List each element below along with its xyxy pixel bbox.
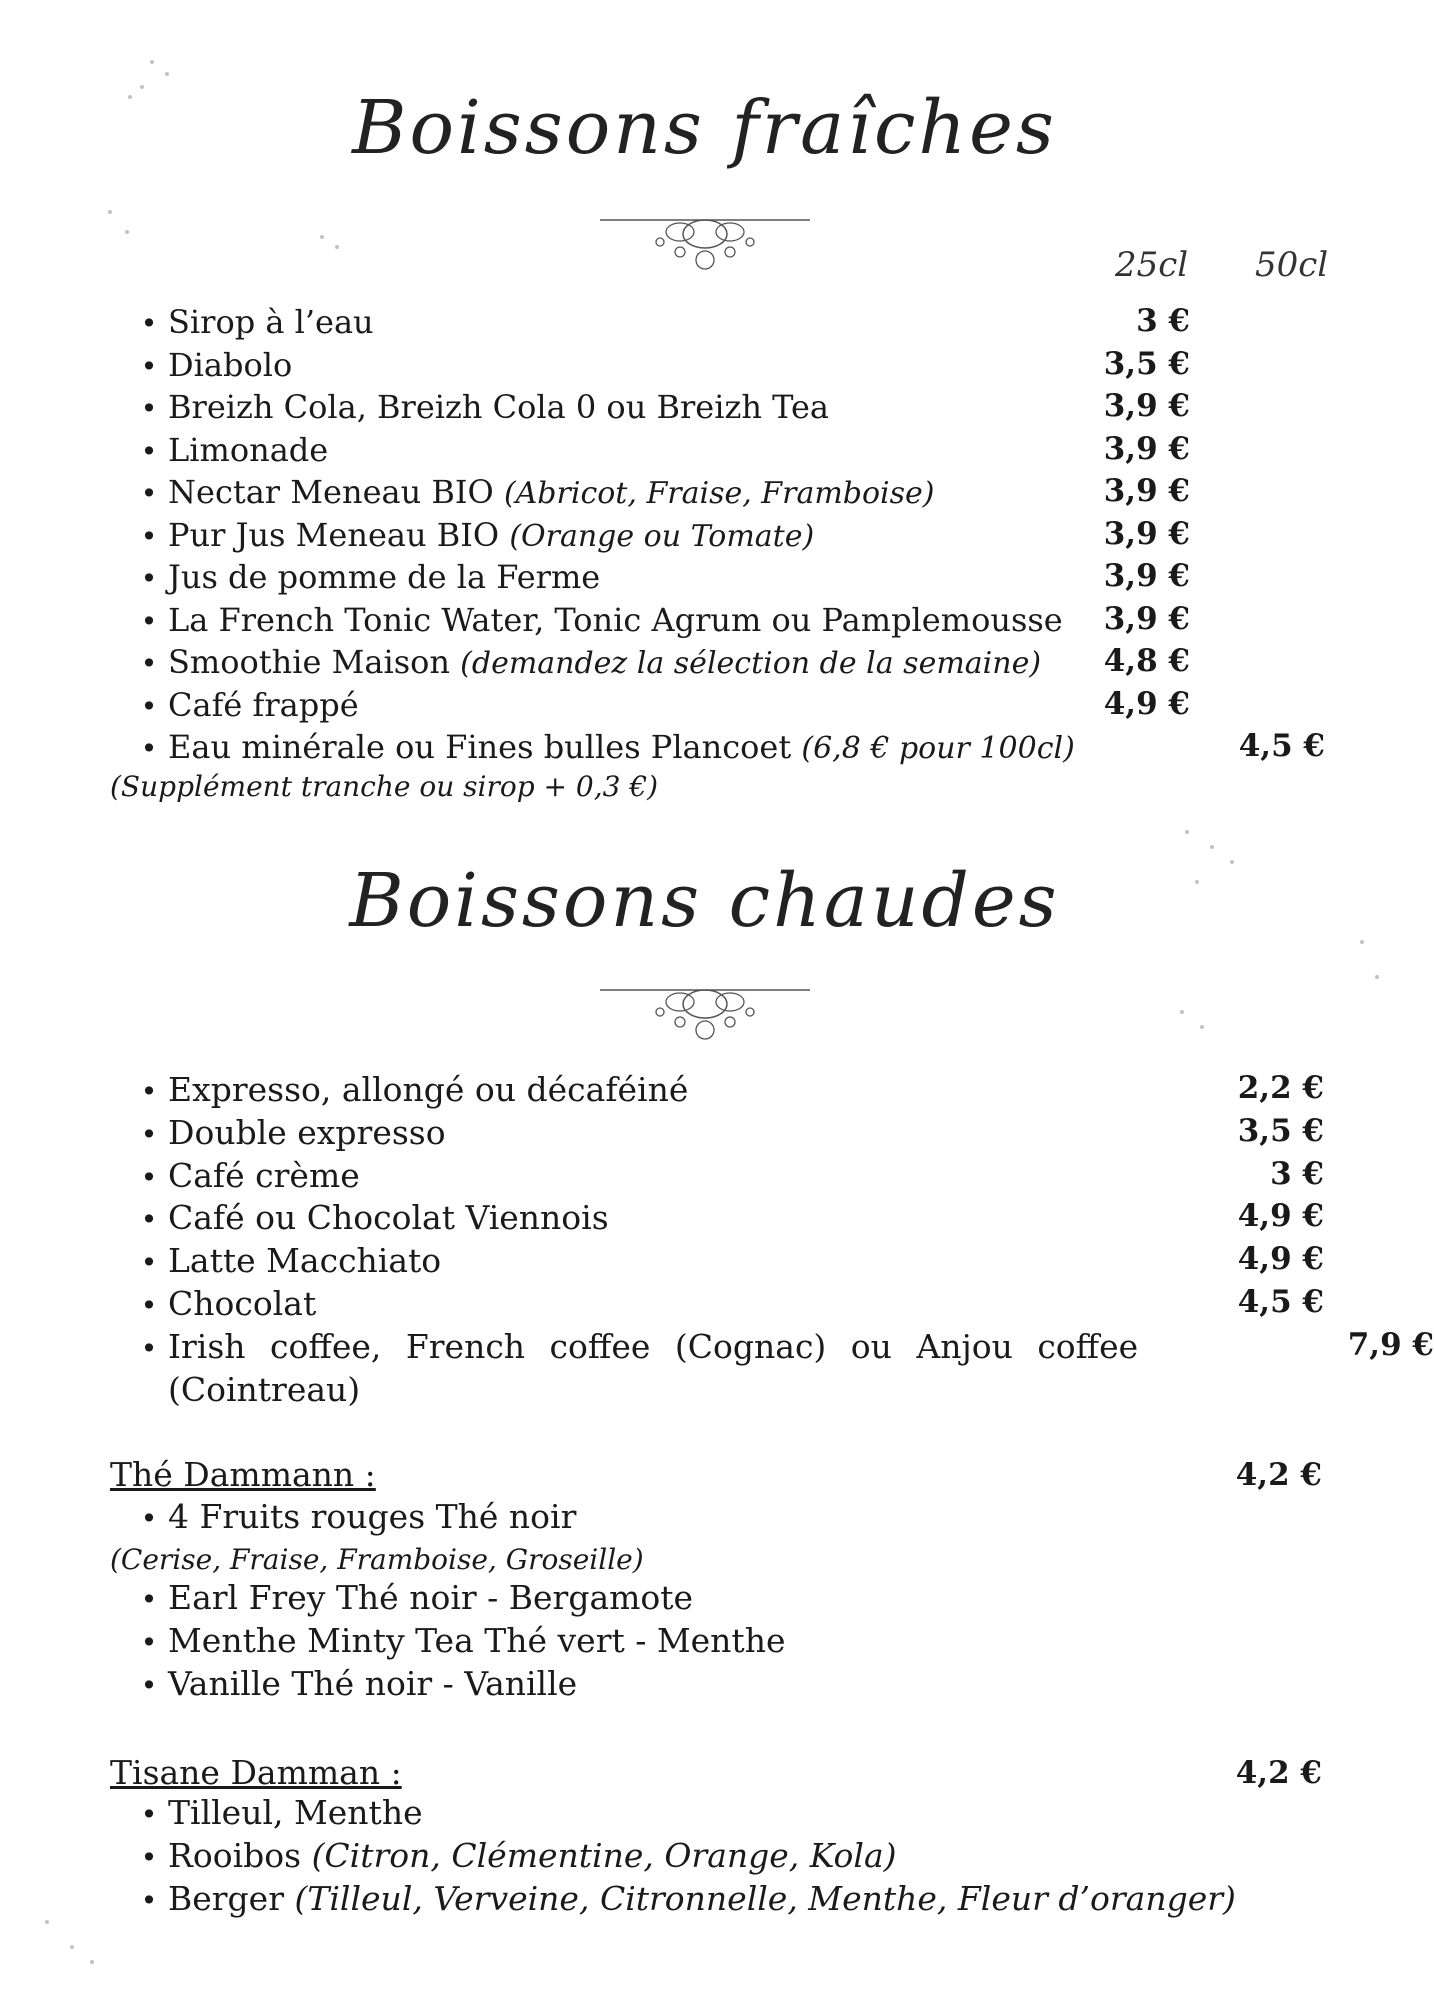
item-name: Café ou Chocolat Viennois — [168, 1198, 609, 1238]
item-name: Expresso, allongé ou décaféiné — [168, 1070, 689, 1109]
item-name: Nectar Meneau BIO (Abricot, Fraise, Framboise) — [168, 473, 935, 511]
list-item — [110, 473, 1325, 516]
item-name: Rooibos (Citron, Clémentine, Orange, Kola) — [168, 1835, 897, 1875]
item-name: Menthe Minty Tea Thé vert - Menthe — [168, 1620, 786, 1660]
list-item — [110, 1836, 1236, 1879]
item-name: Tilleul, Menthe — [168, 1793, 423, 1832]
bullet: • — [140, 1883, 158, 1917]
tea-heading: Thé Dammann : — [110, 1455, 376, 1494]
list-item — [110, 1621, 785, 1664]
cold-section-title: Boissons fraîches — [352, 85, 1057, 171]
list-item — [110, 1113, 1325, 1156]
bullet: • — [140, 1288, 158, 1322]
list-item — [110, 1070, 1325, 1113]
bullet: • — [140, 1117, 158, 1151]
hot-section-title: Boissons chaudes — [349, 858, 1060, 944]
item-price: 2,2 € — [1237, 1070, 1324, 1106]
item-name: Café frappé — [168, 685, 359, 724]
bullet: • — [140, 1332, 158, 1365]
col-25cl-header: 25cl — [1115, 245, 1189, 285]
price-25cl: 4,8 € — [1103, 643, 1190, 679]
item-detail: (Orange ou Tomate) — [509, 518, 815, 554]
item-price: 4,9 € — [1237, 1198, 1324, 1235]
item-name: Smoothie Maison (demandez la sélection de la semaine) — [168, 643, 1042, 681]
bullet: • — [140, 1246, 158, 1280]
price-25cl: 3,5 € — [1103, 345, 1190, 382]
item-name: Berger (Tilleul, Verveine, Citronnelle, Menthe, Fleur d’oranger) — [168, 1878, 1236, 1918]
bullet: • — [140, 1075, 158, 1108]
item-name: Pur Jus Meneau BIO (Orange ou Tomate) — [168, 515, 815, 554]
price-50cl: 4,5 € — [1238, 728, 1325, 764]
price-25cl: 3,9 € — [1103, 558, 1190, 594]
item-name: Eau minérale ou Fines bulles Plancoet (6,8 € pour 100cl) — [168, 728, 1075, 766]
list-item — [110, 1793, 1236, 1836]
item-name: La French Tonic Water, Tonic Agrum ou Pamplemousse — [168, 600, 1063, 639]
list-item — [110, 431, 1325, 474]
list-item — [110, 1578, 785, 1621]
bullet: • — [140, 689, 158, 723]
item-name-continued: (Cointreau) — [168, 1370, 361, 1409]
item-name: Sirop à l’eau — [168, 303, 374, 341]
bullet: • — [140, 732, 158, 765]
ornament-divider — [600, 982, 810, 1052]
ornament-divider — [600, 212, 810, 282]
bullet: • — [140, 519, 158, 553]
item-name: Latte Macchiato — [168, 1241, 442, 1281]
bullet: • — [140, 562, 158, 595]
list-item — [110, 1284, 1325, 1327]
item-note: (Cerise, Fraise, Framboise, Groseille) — [110, 1543, 644, 1576]
list-item — [110, 303, 1325, 346]
item-detail: (Citron, Clémentine, Orange, Kola) — [311, 1835, 897, 1875]
item-price: 7,9 € — [1347, 1327, 1434, 1363]
hot-drinks-list — [110, 1070, 1325, 1327]
tisane-heading: Tisane Damman : — [110, 1753, 402, 1792]
price-25cl: 3,9 € — [1103, 600, 1190, 637]
item-name: Diabolo — [168, 345, 293, 384]
list-item — [110, 643, 1325, 686]
bullet: • — [140, 1502, 158, 1535]
tisane-list — [110, 1793, 1236, 1921]
cold-drinks-list — [110, 303, 1325, 771]
bullet: • — [140, 1160, 158, 1194]
list-item — [110, 516, 1325, 559]
list-item — [110, 1156, 1325, 1199]
bullet: • — [140, 392, 158, 425]
list-item — [110, 1241, 1325, 1284]
bullet: • — [140, 1798, 158, 1831]
bullet: • — [140, 349, 158, 383]
item-name: Chocolat — [168, 1283, 317, 1323]
item-name: Limonade — [168, 430, 329, 469]
item-detail: (Tilleul, Verveine, Citronnelle, Menthe, Fleur d’oranger) — [294, 1878, 1236, 1918]
list-item — [110, 728, 1325, 771]
tisane-price: 4,2 € — [1235, 1755, 1322, 1791]
tea-price: 4,2 € — [1235, 1457, 1322, 1493]
list-item — [110, 686, 1325, 729]
tea-list — [110, 1578, 785, 1706]
item-price: 4,9 € — [1237, 1241, 1324, 1278]
price-25cl: 3,9 € — [1103, 473, 1190, 509]
item-name: Vanille Thé noir - Vanille — [168, 1663, 578, 1703]
bullet: • — [140, 1583, 158, 1616]
bullet: • — [140, 1840, 158, 1874]
bullet: • — [140, 434, 158, 468]
list-item — [110, 1664, 785, 1707]
price-25cl: 3 € — [1136, 303, 1190, 339]
item-name: 4 Fruits rouges Thé noir — [168, 1497, 577, 1536]
price-25cl: 4,9 € — [1103, 685, 1190, 722]
list-item — [110, 388, 1325, 431]
item-price: 4,5 € — [1237, 1283, 1324, 1320]
item-name: Jus de pomme de la Ferme — [168, 558, 601, 596]
bullet: • — [140, 647, 158, 680]
bullet: • — [140, 1668, 158, 1702]
list-item — [110, 1879, 1236, 1922]
list-item — [110, 601, 1325, 644]
item-detail: (demandez la sélection de la semaine) — [460, 646, 1042, 681]
list-item — [110, 1497, 576, 1540]
item-detail: (6,8 € pour 100cl) — [801, 731, 1075, 766]
item-name: Café crème — [168, 1155, 360, 1195]
price-25cl: 3,9 € — [1103, 388, 1190, 424]
price-25cl: 3,9 € — [1103, 430, 1190, 467]
bullet: • — [140, 1625, 158, 1659]
item-name: Earl Frey Thé noir - Bergamote — [168, 1578, 694, 1617]
col-50cl-header: 50cl — [1255, 245, 1329, 285]
item-price: 3,5 € — [1237, 1112, 1324, 1149]
bullet: • — [140, 1203, 158, 1237]
bullet: • — [140, 307, 158, 340]
price-25cl: 3,9 € — [1103, 515, 1190, 552]
item-name: Double expresso — [168, 1112, 446, 1152]
item-name: Breizh Cola, Breizh Cola 0 ou Breizh Tea — [168, 388, 829, 426]
supplement-note: (Supplément tranche ou sirop + 0,3 €) — [110, 770, 659, 803]
item-detail: (Abricot, Fraise, Framboise) — [503, 476, 935, 511]
list-item — [110, 1198, 1325, 1241]
list-item — [110, 1327, 1434, 1370]
item-name: Irish coffee, French coffee (Cognac) ou Anjou coffee — [168, 1327, 1139, 1366]
bullet: • — [140, 604, 158, 638]
bullet: • — [140, 477, 158, 510]
list-item — [110, 558, 1325, 601]
list-item — [110, 346, 1325, 389]
item-price: 3 € — [1270, 1155, 1324, 1192]
